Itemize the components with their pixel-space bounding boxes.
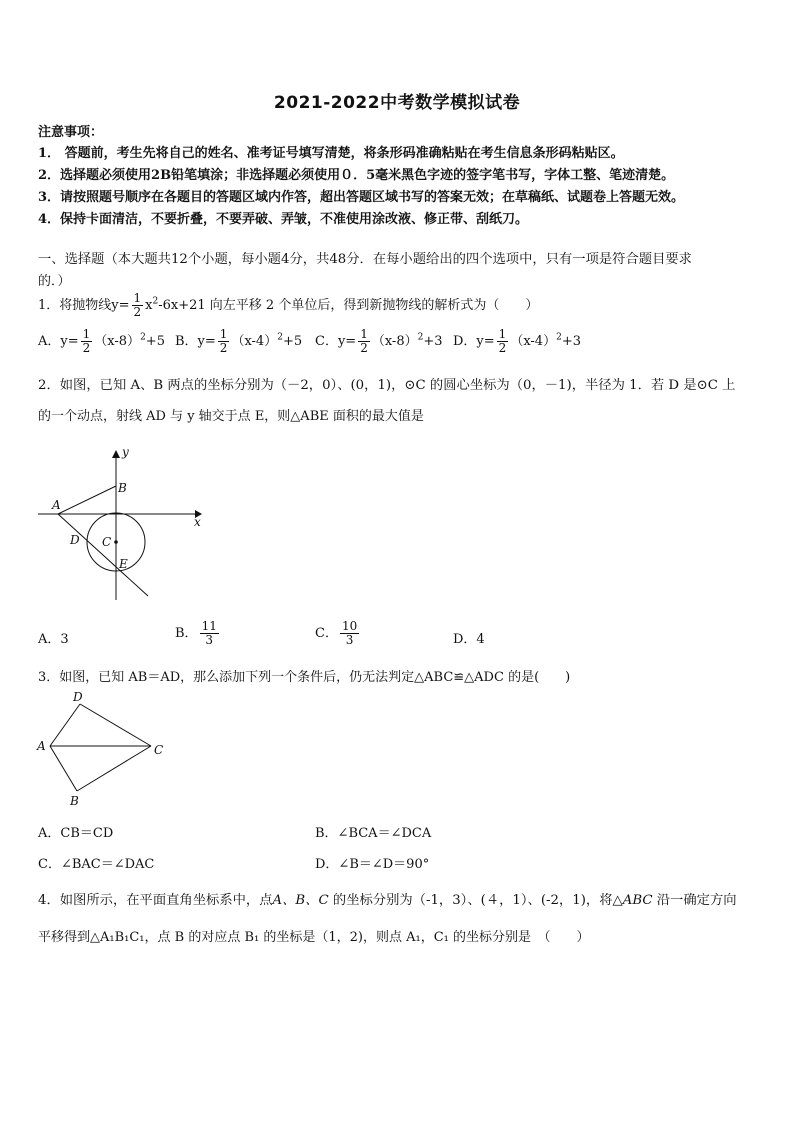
q3-option-b: B．∠BCA＝∠DCA xyxy=(315,826,432,841)
q2-label-d: D xyxy=(70,533,80,547)
q2-label-b: B xyxy=(118,481,127,495)
q3-segment-ab xyxy=(50,746,77,791)
q3-option-c: C．∠BAC＝∠DAC xyxy=(38,857,155,872)
q2-label-e: E xyxy=(119,557,128,571)
q3-label-b: B xyxy=(70,794,79,808)
q2-stem-line1: 2．如图，已知 A、B 两点的坐标分别为（－2，0）、(0，1)，⊙C 的圆心坐标为（0，－1)，半径为 1．若 D 是⊙C 上 xyxy=(38,378,736,393)
q2-y-arrow xyxy=(112,450,120,458)
q3-label-d: D xyxy=(73,690,83,704)
page-title: 2021-2022中考数学模拟试卷 xyxy=(273,93,521,113)
q3-segment-dc xyxy=(80,704,151,746)
q2-ray-ad xyxy=(58,514,148,596)
notice-item-1: 1． 答题前，考生先将自己的姓名、准考证号填写清楚，将条形码准确粘贴在考生信息条形码粘贴区。 xyxy=(38,146,624,161)
section1-heading-line1: 一、选择题（本大题共12个小题，每小题4分，共48分．在每小题给出的四个选项中，只有一项是符合题目要求 xyxy=(38,252,692,267)
q1-stem: 1．将抛物线y= $\frac{1}{2}$ $x^2-6x+21$ 向左平移 2 个单位后，得到新抛物线的解析式为（ ） xyxy=(38,291,539,319)
q2-figure xyxy=(30,440,210,610)
q3-label-c: C xyxy=(154,743,164,757)
notice-item-4: 4．保持卡面清洁，不要折叠，不要弄破、弄皱，不准使用涂改液、修正带、刮纸刀。 xyxy=(38,212,529,227)
section1-heading-line2: 的．） xyxy=(38,274,71,289)
q2-option-a: A．3 xyxy=(38,632,69,647)
q1-fraction: $\frac{1}{2}$ xyxy=(133,291,142,319)
q3-segment-bc xyxy=(77,746,151,791)
q2-option-b: B． $\frac{11}{3}$ xyxy=(175,619,217,647)
q1-option-a: A．y= $\frac{1}{2}$ $(x-8)^2+5$ xyxy=(38,327,165,355)
q2-label-a: A xyxy=(52,498,61,512)
q4-stem-line1: 4．如图所示，在平面直角坐标系中，点A、B、C 的坐标分别为（-1，3）、(４，1）、(-2，1)，将△ABC 沿一确定方向 xyxy=(38,893,737,908)
q3-option-a: A．CB＝CD xyxy=(38,826,114,841)
q1-option-d: D．y= $\frac{1}{2}$ $(x-4)^2+3$ xyxy=(453,327,581,355)
q2-label-x: x xyxy=(194,515,201,529)
notice-item-3: 3．请按照题号顺序在各题目的答题区域内作答，超出答题区域书写的答案无效；在草稿纸、试题卷上答题无效。 xyxy=(38,190,685,205)
q3-figure xyxy=(30,688,180,810)
q1-option-b: B．y= $\frac{1}{2}$ $(x-4)^2+5$ xyxy=(175,327,303,355)
q2-stem-line2: 的一个动点，射线 AD 与 y 轴交于点 E，则△ABE 面积的最大值是 xyxy=(38,409,424,424)
q4-stem-line2: 平移得到△A₁B₁C₁，点 B 的对应点 B₁ 的坐标是（1，2)，则点 A₁，C₁ 的坐标分别是 （ ） xyxy=(38,930,590,945)
notice-item-2: 2．选择题必须使用2B铅笔填涂；非选择题必须使用０．5毫米黑色字迹的签字笔书写，字体工整、笔迹清楚。 xyxy=(38,168,675,183)
q2-label-c: C xyxy=(102,535,112,549)
q2-label-y: y xyxy=(122,445,129,459)
q2-option-c: C． $\frac{10}{3}$ xyxy=(315,619,358,647)
q3-label-a: A xyxy=(37,739,46,753)
q2-option-d: D．4 xyxy=(453,632,485,647)
q3-segment-ad xyxy=(50,704,80,746)
q2-center-dot xyxy=(114,540,118,544)
q2-segment-ab xyxy=(58,486,116,514)
q3-stem: 3．如图，已知 AB＝AD，那么添加下列一个条件后，仍无法判定△ABC≌△ADC 的是( ) xyxy=(38,670,571,685)
q1-option-c: C．y= $\frac{1}{2}$ $(x-8)^2+3$ xyxy=(315,327,443,355)
notice-heading: 注意事项： xyxy=(38,125,104,140)
q3-option-d: D．∠B＝∠D＝90° xyxy=(315,857,430,872)
